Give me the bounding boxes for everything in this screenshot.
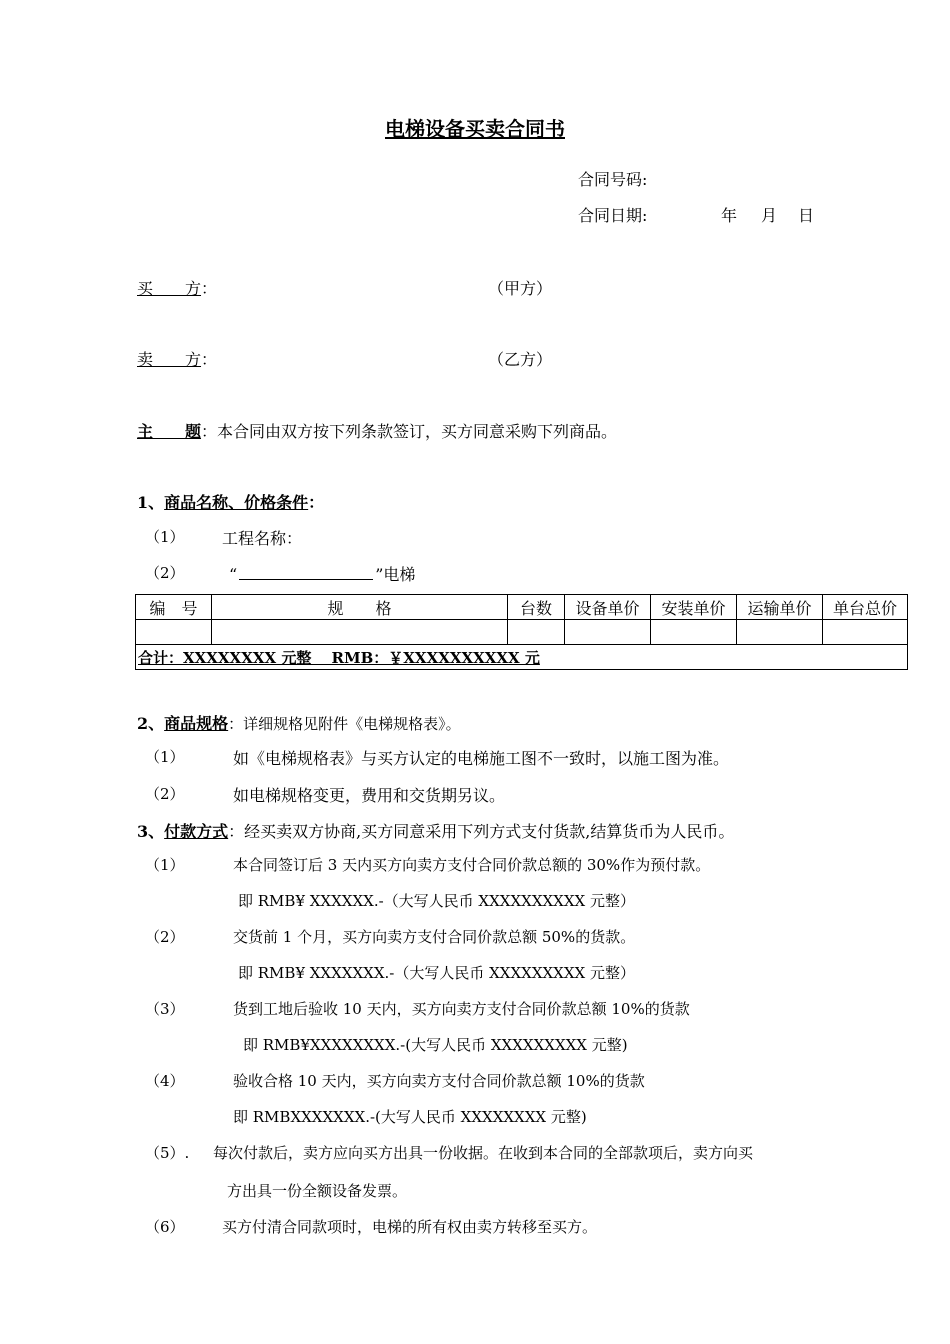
payment-item-amount: 即 RMB¥ XXXXXXX.-（大写人民币 XXXXXXXXX 元整） [238, 964, 635, 982]
table-total-cell: 合计：XXXXXXXX 元整 RMB：￥XXXXXXXXXX 元 [136, 645, 908, 670]
project-name-label: 工程名称： [222, 529, 303, 548]
payment-item-text: 本合同签订后 3 天内买方向卖方支付合同价款总额的 30%作为预付款。 [233, 856, 711, 874]
table-cell [508, 620, 565, 645]
subject-text: ：本合同由双方按下列条款签订，买方同意采购下列商品。 [201, 422, 618, 441]
section-1-number: 1、 [137, 493, 165, 512]
section-3-title: 付款方式 [164, 822, 229, 841]
payment-item-5-number: （5）. [145, 1144, 190, 1162]
seller-role: （乙方） [488, 350, 553, 369]
payment-item-number: （2） [145, 928, 185, 946]
table-cell [212, 620, 508, 645]
table-cell [136, 620, 212, 645]
table-header-cell: 运输单价 [737, 595, 823, 620]
subject-line [137, 419, 617, 442]
section-3-number: 3、 [137, 822, 165, 841]
seller-label: 卖 方 [137, 350, 202, 369]
contract-date-label: 合同日期: [578, 206, 648, 225]
section-1-item-2-number: （2） [145, 564, 185, 582]
elevator-suffix: ”电梯 [375, 565, 416, 584]
table-row [136, 620, 908, 645]
section-2-number: 2、 [137, 714, 165, 733]
payment-item-5-text: 每次付款后，卖方应向买方出具一份收据。在收到本合同的全部款项后，卖方向买 [213, 1144, 754, 1162]
table-header-cell: 单台总价 [823, 595, 908, 620]
section-2-item-1-text: 如《电梯规格表》与买方认定的电梯施工图不一致时，以施工图为准。 [233, 749, 730, 768]
table-cell [823, 620, 908, 645]
section-1-item-1-number: （1） [145, 528, 185, 546]
section-2-text: ：详细规格见附件《电梯规格表》。 [228, 715, 461, 733]
section-1-colon: ： [308, 493, 325, 512]
contract-number-label: 合同号码: [578, 170, 648, 189]
table-header-cell: 安装单价 [651, 595, 737, 620]
seller-line [137, 347, 217, 370]
spec-table [135, 594, 908, 670]
table-header-cell: 规 格 [212, 595, 508, 620]
section-2-heading [137, 711, 461, 734]
payment-item-number: （1） [145, 856, 185, 874]
date-day: 日 [798, 206, 815, 225]
date-year: 年 [721, 206, 738, 225]
payment-item-number: （4） [145, 1072, 185, 1090]
section-1-title: 商品名称、价格条件 [164, 493, 309, 512]
section-2-item-2-number: （2） [145, 785, 185, 803]
table-cell [737, 620, 823, 645]
table-header-cell: 编 号 [136, 595, 212, 620]
date-month: 月 [761, 206, 778, 225]
table-cell [565, 620, 651, 645]
payment-item-number: （3） [145, 1000, 185, 1018]
document-title: 电梯设备买卖合同书 [385, 117, 565, 141]
table-header-row [136, 595, 908, 620]
payment-item-text: 交货前 1 个月，买方向卖方支付合同价款总额 50%的货款。 [233, 928, 636, 946]
payment-item-amount: 即 RMBXXXXXXX.-(大写人民币 XXXXXXXX 元整) [233, 1108, 587, 1126]
table-cell [651, 620, 737, 645]
payment-item-6-number: （6） [145, 1218, 185, 1236]
buyer-line [137, 276, 217, 299]
subject-label: 主 题 [137, 422, 202, 441]
elevator-name-line [229, 562, 415, 585]
table-header-cell: 设备单价 [565, 595, 651, 620]
section-1-heading [137, 490, 324, 513]
buyer-colon: ： [201, 279, 218, 298]
payment-item-amount: 即 RMB¥ XXXXXX.-（大写人民币 XXXXXXXXXX 元整） [238, 892, 635, 910]
table-header-cell: 台数 [508, 595, 565, 620]
section-3-text: ：经买卖双方协商,买方同意采用下列方式支付货款,结算货币为人民币。 [228, 822, 735, 841]
seller-colon: ： [201, 350, 218, 369]
open-quote: “ [229, 565, 238, 584]
payment-item-text: 货到工地后验收 10 天内，买方向卖方支付合同价款总额 10%的货款 [233, 1000, 690, 1018]
section-2-title: 商品规格 [164, 714, 229, 733]
payment-item-6-text: 买方付清合同款项时，电梯的所有权由卖方转移至买方。 [222, 1218, 598, 1236]
payment-item-5-continuation: 方出具一份全额设备发票。 [227, 1182, 408, 1200]
section-2-item-1-number: （1） [145, 748, 185, 766]
buyer-label: 买 方 [137, 279, 202, 298]
elevator-name-blank [239, 564, 373, 580]
section-3-heading [137, 819, 734, 842]
table-total-row [136, 645, 908, 670]
buyer-role: （甲方） [488, 279, 553, 298]
section-2-item-2-text: 如电梯规格变更，费用和交货期另议。 [233, 786, 506, 805]
payment-item-amount: 即 RMB¥XXXXXXXX.-(大写人民币 XXXXXXXXX 元整) [243, 1036, 628, 1054]
payment-item-text: 验收合格 10 天内，买方向卖方支付合同价款总额 10%的货款 [233, 1072, 645, 1090]
